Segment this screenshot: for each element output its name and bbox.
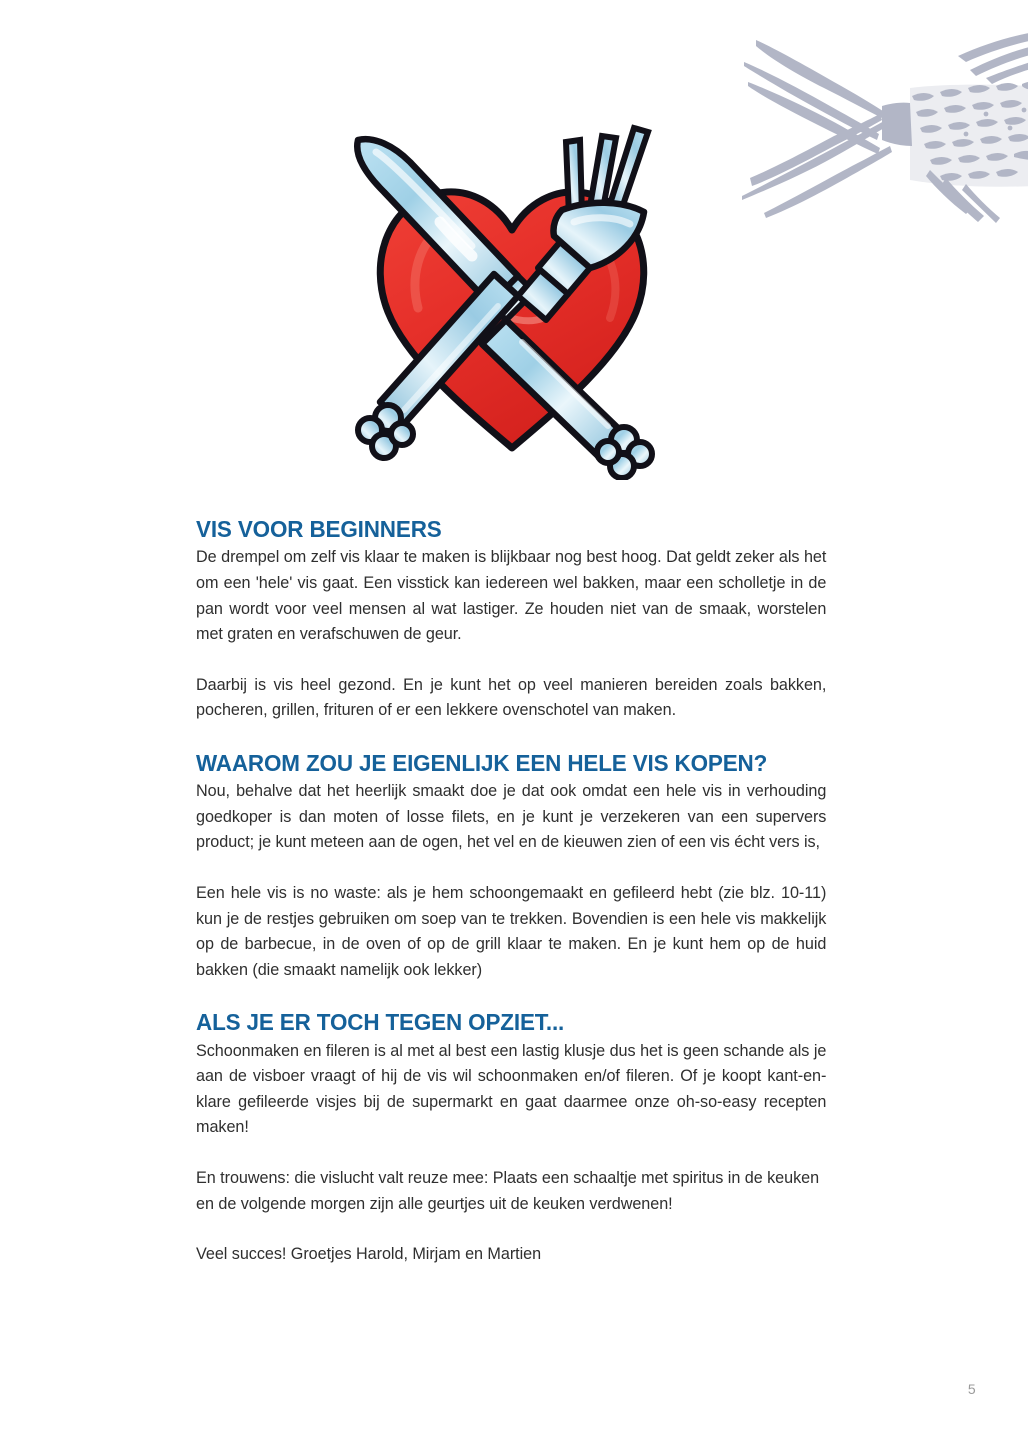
fish-tail-icon (734, 18, 1028, 223)
paragraph: Nou, behalve dat het heerlijk smaakt doe je dat ook omdat een hele vis in verhouding goedkoper is dan moten of losse filets, en je kunt je verzekeren van een supervers product; je kunt meteen aan de ogen, het vel en de kieuwen zien of een vis écht vers is, (196, 782, 827, 852)
section-heading-waarom-hele-vis: WAAROM ZOU JE EIGENLIJK EEN HELE VIS KOPEN? (196, 749, 768, 776)
paragraph-spacer (196, 856, 834, 881)
signature-line: Veel succes! Groetjes Harold, Mirjam en Martien (196, 1245, 542, 1264)
section-spacer (196, 983, 834, 1009)
paragraph: En trouwens: die vislucht valt reuze mee: Plaats een schaaltje met spiritus in de keuken en de volgende morgen zijn alle geurtjes uit de keuken verdwenen! (196, 1169, 820, 1213)
paragraph: De drempel om zelf vis klaar te maken is blijkbaar nog best hoog. Dat geldt zeker als het om een 'hele' vis gaat. Een visstick kan iedereen wel bakken, maar een scholletje in de pan wordt voor veel mensen al wat lastiger. Ze houden niet van de smaak, worstelen met graten en verafschuwen de geur. (196, 548, 827, 644)
paragraph-spacer (196, 1217, 834, 1242)
heart-knife-fork-illustration (322, 118, 702, 480)
section-spacer (196, 724, 834, 750)
paragraph: Schoonmaken en fileren is al met al best een lastig klusje dus het is geen schande als je aan de visboer vraagt of hij de vis wil schoonmaken en/of fileren. Of je koopt kant-en-klare gefileerde visjes bij de supermarkt en gaat daarmee onze oh-so-easy recepten maken! (196, 1041, 827, 1137)
section-heading-als-je-er-tegen-opziet: ALS JE ER TOCH TEGEN OPZIET... (196, 1009, 565, 1036)
page-number: 5 (967, 1381, 976, 1397)
section-heading-vis-voor-beginners: VIS VOOR BEGINNERS (196, 516, 442, 542)
paragraph-spacer (196, 1141, 834, 1166)
paragraph: Daarbij is vis heel gezond. En je kunt het op veel manieren bereiden zoals bakken, pocheren, grillen, frituren of er een lekkere ovenschotel van maken. (196, 675, 827, 720)
paragraph: Een hele vis is no waste: als je hem schoongemaakt en gefileerd hebt (zie blz. 10-11) kun je de restjes gebruiken om soep van te trekken. Bovendien is een hele vis makkelijk op de barbecue, in de oven of op de grill klaar te maken. En je kunt hem op de huid bakken (die smaakt namelijk ook lekker) (196, 883, 827, 979)
paragraph-spacer (196, 648, 834, 673)
article-body (196, 516, 834, 1268)
